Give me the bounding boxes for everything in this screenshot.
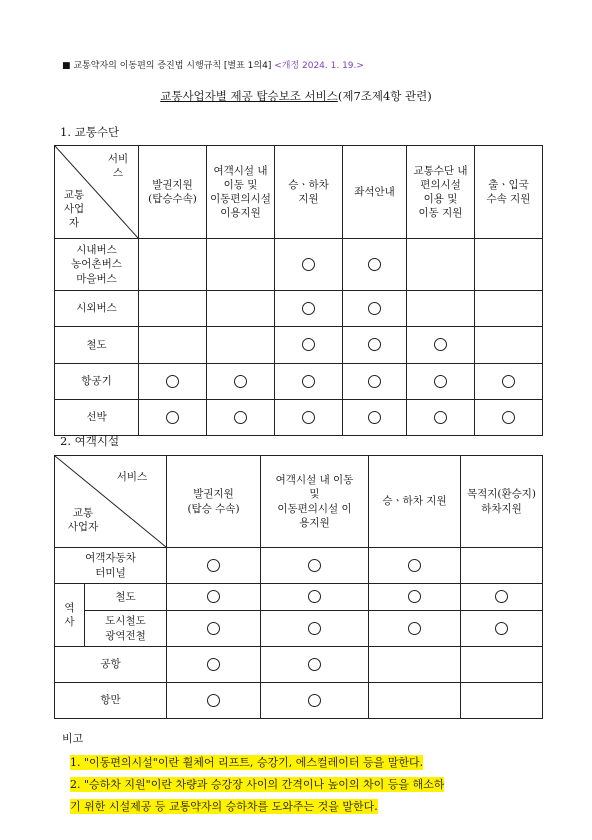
- table-row: [55, 647, 543, 683]
- provided-mark: [308, 694, 321, 707]
- service-cell: [275, 364, 343, 400]
- revision-link[interactable]: <개정 2024. 1. 19.>: [274, 61, 364, 71]
- provided-mark: [234, 411, 247, 424]
- group-label-station: 역 사: [55, 584, 85, 647]
- service-cell: [407, 364, 475, 400]
- provided-mark: [502, 375, 515, 388]
- section1-heading: 1. 교통수단: [60, 125, 120, 139]
- service-cell: [475, 291, 543, 327]
- row-label: 항만: [55, 683, 167, 719]
- provided-mark: [302, 411, 315, 424]
- service-cell: [369, 647, 461, 683]
- service-cell: [261, 611, 369, 647]
- service-cell: [369, 584, 461, 611]
- service-cell: [343, 239, 407, 291]
- table-row: [55, 364, 543, 400]
- service-cell: [475, 239, 543, 291]
- row-label: 항공기: [55, 364, 139, 400]
- table-row: [55, 611, 543, 647]
- service-cell: [139, 291, 207, 327]
- table2-corner-cell: [55, 456, 167, 548]
- service-cell: [343, 400, 407, 436]
- t1-col-header: 출ㆍ입국 수속 지원: [475, 146, 543, 239]
- service-cell: [343, 364, 407, 400]
- provided-mark: [408, 622, 421, 635]
- row-label: 철도: [55, 327, 139, 364]
- service-cell: [369, 611, 461, 647]
- title-suffix: (제7조제4항 관련): [337, 89, 432, 103]
- provided-mark: [308, 658, 321, 671]
- service-cell: [461, 548, 543, 584]
- provided-mark: [302, 375, 315, 388]
- service-cell: [275, 239, 343, 291]
- service-cell: [275, 400, 343, 436]
- service-cell: [407, 239, 475, 291]
- table-row: [55, 584, 543, 611]
- corner-operator-label: 교통사업자: [63, 189, 85, 230]
- provided-mark: [166, 411, 179, 424]
- service-cell: [475, 400, 543, 436]
- provided-mark: [207, 590, 220, 603]
- section2-heading: 2. 여객시설: [60, 434, 120, 448]
- law-reference: ■ 교통약자의 이동편의 증진법 시행규칙 [별표 1의4]: [62, 61, 275, 71]
- t1-col-header: 교통수단 내 편의시설 이용 및 이동 지원: [407, 146, 475, 239]
- service-cell: [207, 400, 275, 436]
- provided-mark: [207, 622, 220, 635]
- transport-table: [54, 145, 543, 436]
- service-cell: [461, 647, 543, 683]
- service-cell: [207, 291, 275, 327]
- provided-mark: [207, 559, 220, 572]
- row-label: 도시철도 광역전철: [85, 611, 167, 647]
- service-cell: [369, 548, 461, 584]
- provided-mark: [368, 338, 381, 351]
- service-cell: [461, 611, 543, 647]
- service-cell: [343, 291, 407, 327]
- service-cell: [461, 683, 543, 719]
- row-label: 시외버스: [55, 291, 139, 327]
- corner-service-label: 서비스: [116, 471, 148, 483]
- service-cell: [275, 327, 343, 364]
- provided-mark: [368, 375, 381, 388]
- t2-col-header: 발권지원 (탑승 수속): [167, 456, 261, 548]
- table-row: [55, 548, 543, 584]
- service-cell: [461, 584, 543, 611]
- provided-mark: [408, 559, 421, 572]
- service-cell: [407, 327, 475, 364]
- table-row: [55, 239, 543, 291]
- table1-corner-cell: [55, 146, 139, 239]
- provided-mark: [207, 658, 220, 671]
- service-cell: [475, 364, 543, 400]
- service-cell: [207, 327, 275, 364]
- service-cell: [369, 683, 461, 719]
- provided-mark: [434, 338, 447, 351]
- notes-heading: 비고: [62, 732, 84, 745]
- provided-mark: [308, 559, 321, 572]
- provided-mark: [368, 258, 381, 271]
- title-main: 교통사업자별 제공 탑승보조 서비스: [160, 89, 338, 103]
- note-item: 1. "이동편의시설"이란 휠체어 리프트, 승강기, 에스컬레이터 등을 말한다.: [70, 756, 424, 769]
- service-cell: [275, 291, 343, 327]
- row-label: 여객자동차 터미널: [55, 548, 167, 584]
- service-cell: [207, 239, 275, 291]
- provided-mark: [408, 590, 421, 603]
- provided-mark: [368, 411, 381, 424]
- service-cell: [261, 584, 369, 611]
- service-cell: [343, 327, 407, 364]
- t2-col-header: 목적지(환승지) 하차지원: [461, 456, 543, 548]
- t1-col-header: 좌석안내: [343, 146, 407, 239]
- service-cell: [261, 647, 369, 683]
- service-cell: [139, 400, 207, 436]
- provided-mark: [308, 622, 321, 635]
- provided-mark: [434, 375, 447, 388]
- provided-mark: [207, 694, 220, 707]
- service-cell: [475, 327, 543, 364]
- service-cell: [261, 548, 369, 584]
- t1-col-header: 발권지원 (탑승수속): [139, 146, 207, 239]
- service-cell: [407, 291, 475, 327]
- note-item: 기 위한 시설제공 등 교통약자의 승하차를 도와주는 것을 말한다.: [70, 800, 378, 813]
- note-item: 2. "승하차 지원"이란 차량과 승강장 사이의 간격이나 높이의 차이 등을 해소하: [70, 778, 445, 791]
- service-cell: [167, 584, 261, 611]
- service-cell: [207, 364, 275, 400]
- provided-mark: [166, 375, 179, 388]
- provided-mark: [234, 375, 247, 388]
- table-row: [55, 327, 543, 364]
- service-cell: [167, 683, 261, 719]
- service-cell: [139, 364, 207, 400]
- provided-mark: [302, 338, 315, 351]
- service-cell: [167, 647, 261, 683]
- document-title: [0, 88, 592, 104]
- row-label: 철도: [85, 584, 167, 611]
- row-label: 공항: [55, 647, 167, 683]
- table-row: [55, 683, 543, 719]
- provided-mark: [368, 302, 381, 315]
- service-cell: [167, 611, 261, 647]
- provided-mark: [495, 590, 508, 603]
- facility-table: [54, 455, 543, 719]
- corner-service-label: 서비스: [107, 153, 129, 180]
- corner-operator-label: 교통 사업자: [67, 507, 99, 534]
- provided-mark: [302, 302, 315, 315]
- table-row: [55, 291, 543, 327]
- service-cell: [407, 400, 475, 436]
- provided-mark: [302, 258, 315, 271]
- header-line: [62, 58, 364, 71]
- service-cell: [167, 548, 261, 584]
- service-cell: [261, 683, 369, 719]
- row-label: 시내버스 농어촌버스 마을버스: [55, 239, 139, 291]
- provided-mark: [495, 622, 508, 635]
- t2-col-header: 승ㆍ하차 지원: [369, 456, 461, 548]
- row-label: 선박: [55, 400, 139, 436]
- provided-mark: [434, 411, 447, 424]
- t1-col-header: 여객시설 내 이동 및 이동편의시설 이용지원: [207, 146, 275, 239]
- t1-col-header: 승ㆍ하차 지원: [275, 146, 343, 239]
- service-cell: [139, 239, 207, 291]
- t2-col-header: 여객시설 내 이동 및 이동편의시설 이 용지원: [261, 456, 369, 548]
- service-cell: [139, 327, 207, 364]
- table-row: [55, 400, 543, 436]
- provided-mark: [502, 411, 515, 424]
- provided-mark: [308, 590, 321, 603]
